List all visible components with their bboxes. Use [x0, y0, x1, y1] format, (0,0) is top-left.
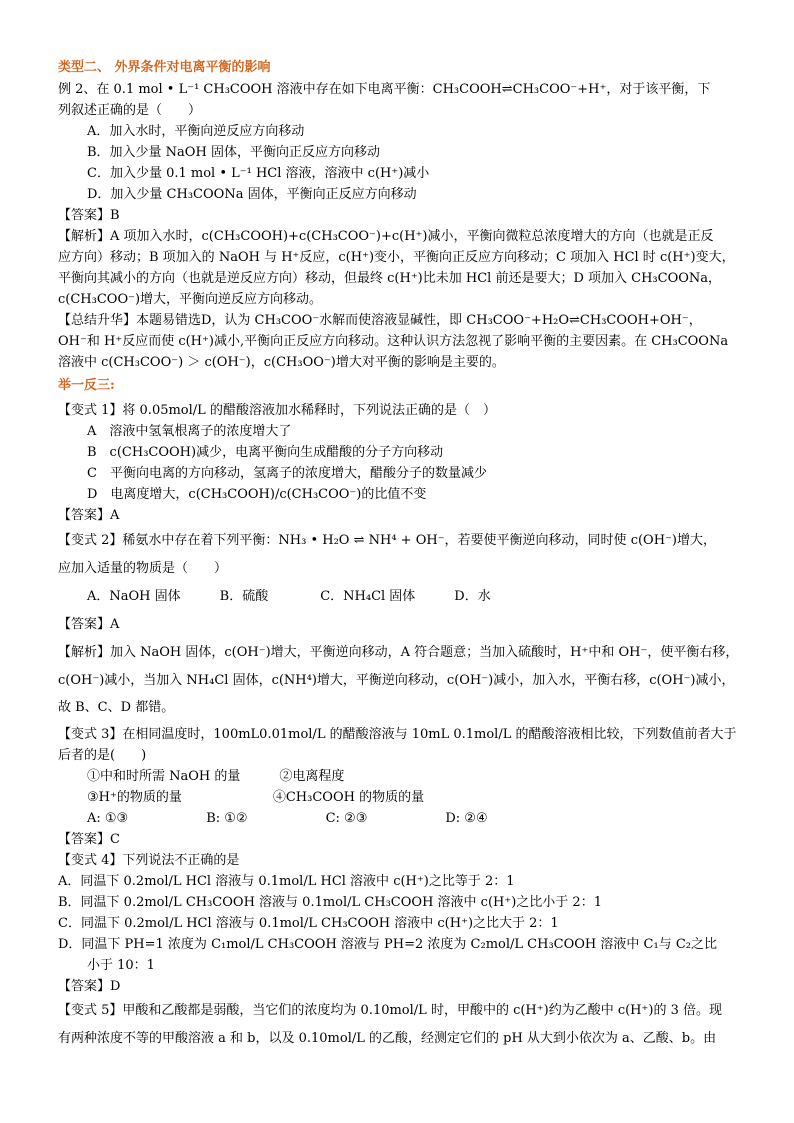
variant3-answer: 【答案】C [58, 832, 120, 847]
variant1-option-c: C 平衡向电离的方向移动，氢离子的浓度增大，醋酸分子的数量减少 [87, 466, 487, 481]
variant2-analysis-line3: 故 B、C、D 都错。 [58, 700, 175, 715]
variant4-option-b: B．同温下 0.2mol/L CH₃COOH 溶液与 0.1mol/L CH₃COOH 溶液中 c(H⁺)之比小于 2：1 [58, 895, 602, 910]
example2-summary-line2: OH⁻和 H⁺反应而使 c(H⁺)减小,平衡向正反应方向移动。这种认识方法忽视了影响平衡的主要因素。在 CH₃COONa [58, 334, 729, 349]
example2-option-d: D．加入少量 CH₃COONa 固体，平衡向正反应方向移动 [87, 187, 417, 202]
variant2-analysis-line1: 【解析】加入 NaOH 固体，c(OH⁻)增大，平衡逆向移动，A 符合题意；当加入硫酸时，H⁺中和 OH⁻，使平衡右移， [58, 645, 739, 660]
variant4-option-a: A．同温下 0.2mol/L HCl 溶液与 0.1mol/L HCl 溶液中 c(H⁺)之比等于 2：1 [58, 874, 515, 889]
variant5-stem-line2: 有两种浓度不等的甲酸溶液 a 和 b，以及 0.10mol/L 的乙酸，经测定它们的 pH 从大到小依次为 a、乙酸、b。由 [58, 1031, 717, 1046]
variant4-stem: 【变式 4】下列说法不正确的是 [58, 853, 240, 868]
variant1-answer: 【答案】A [58, 508, 120, 523]
example2-analysis-line3: 平衡向其减小的方向（也就是逆反应方向）移动，但最终 c(H⁺)比未加 HCl 前还是要大；D 项加入 CH₃COONa， [58, 271, 722, 286]
variant1-stem: 【变式 1】将 0.05mol/L 的醋酸溶液加水稀释时，下列说法正确的是（ ） [58, 403, 496, 418]
example2-analysis-line2: 应方向）移动；B 项加入的 NaOH 与 H⁺反应，c(H⁺)变小，平衡向正反应方向移动；C 项加入 HCl 时 c(H⁺)变大， [58, 250, 735, 265]
example2-answer: 【答案】B [58, 208, 120, 223]
example2-option-a: A．加入水时，平衡向逆反应方向移动 [87, 124, 305, 139]
example2-analysis-line1: 【解析】A 项加入水时，c(CH₃COOH)+c(CH₃COO⁻)+c(H⁺)减小，平衡向微粒总浓度增大的方向（也就是正反 [58, 229, 714, 244]
variant1-option-d: D 电离度增大，c(CH₃COOH)/c(CH₃COO⁻)的比值不变 [87, 487, 427, 502]
section-heading: 类型二、 外界条件对电离平衡的影响 [58, 60, 271, 75]
variant2-analysis-line2: c(OH⁻)减小，当加入 NH₄Cl 固体，c(NH⁴)增大，平衡逆向移动，c(OH⁻)减小，加入水，平衡右移，c(OH⁻)减小， [58, 673, 735, 688]
example2-summary-line1: 【总结升华】本题易错选D，认为 CH₃COO⁻水解而使溶液显碱性，即 CH₃COO⁻+H₂O⇌CH₃COOH+OH⁻， [58, 313, 702, 328]
example2-stem-line2: 列叙述正确的是（ ） [58, 103, 202, 118]
variant1-option-b: B c(CH₃COOH)减少，电离平衡向生成醋酸的分子方向移动 [87, 445, 444, 460]
variant1-option-a: A 溶液中氢氧根离子的浓度增大了 [87, 424, 292, 439]
variant5-stem-line1: 【变式 5】甲酸和乙酸都是弱酸，当它们的浓度均为 0.10mol/L 时，甲酸中的 c(H⁺)约为乙酸中 c(H⁺)的 3 倍。现 [58, 1003, 722, 1018]
example2-analysis-line4: c(CH₃COO⁻)增大，平衡向逆反应方向移动。 [58, 292, 323, 307]
variant4-answer: 【答案】D [58, 979, 121, 994]
variant4-option-d-line1: D．同温下 PH=1 浓度为 C₁mol/L CH₃COOH 溶液与 PH=2 浓度为 C₂mol/L CH₃COOH 溶液中 C₁与 C₂之比 [58, 937, 717, 952]
variant4-option-c: C．同温下 0.2mol/L HCl 溶液与 0.1mol/L CH₃COOH 溶液中 c(H⁺)之比大于 2：1 [58, 916, 559, 931]
variant3-items-line2: ③H⁺的物质的量 ④CH₃COOH 的物质的量 [87, 790, 425, 805]
variant3-options: A: ①③ B: ①② C: ②③ D: ②④ [87, 811, 488, 826]
variant3-items-line1: ①中和时所需 NaOH 的量 ②电离程度 [87, 769, 345, 784]
variant2-answer: 【答案】A [58, 617, 120, 632]
variant3-stem-line1: 【变式 3】在相同温度时，100mL0.01mol/L 的醋酸溶液与 10mL 0.1mol/L 的醋酸溶液相比较，下列数值前者大于 [58, 727, 737, 742]
example2-stem-line1: 例 2、在 0.1 mol • L⁻¹ CH₃COOH 溶液中存在如下电离平衡：CH₃COOH⇌CH₃COO⁻+H⁺，对于该平衡，下 [58, 82, 711, 97]
variant2-options: A．NaOH 固体 B．硫酸 C．NH₄Cl 固体 D．水 [87, 589, 491, 604]
example2-option-b: B．加入少量 NaOH 固体，平衡向正反应方向移动 [87, 145, 380, 160]
example2-option-c: C．加入少量 0.1 mol • L⁻¹ HCl 溶液，溶液中 c(H⁺)减小 [87, 166, 430, 181]
example2-summary-line3: 溶液中 c(CH₃COO⁻) ＞ c(OH⁻)，c(CH₃OO⁻)增大对平衡的影响是主要的。 [58, 355, 505, 370]
variant2-stem-line2: 应加入适量的物质是（ ） [58, 561, 228, 576]
practice-heading: 举一反三: [58, 378, 115, 393]
variant3-stem-line2: 后者的是( ) [58, 748, 147, 763]
variant4-option-d-line2: 小于 10：1 [87, 958, 155, 973]
variant2-stem-line1: 【变式 2】稀氨水中存在着下列平衡：NH₃ • H₂O ⇌ NH⁴ + OH⁻，若要使平衡逆向移动，同时使 c(OH⁻)增大， [58, 533, 716, 548]
